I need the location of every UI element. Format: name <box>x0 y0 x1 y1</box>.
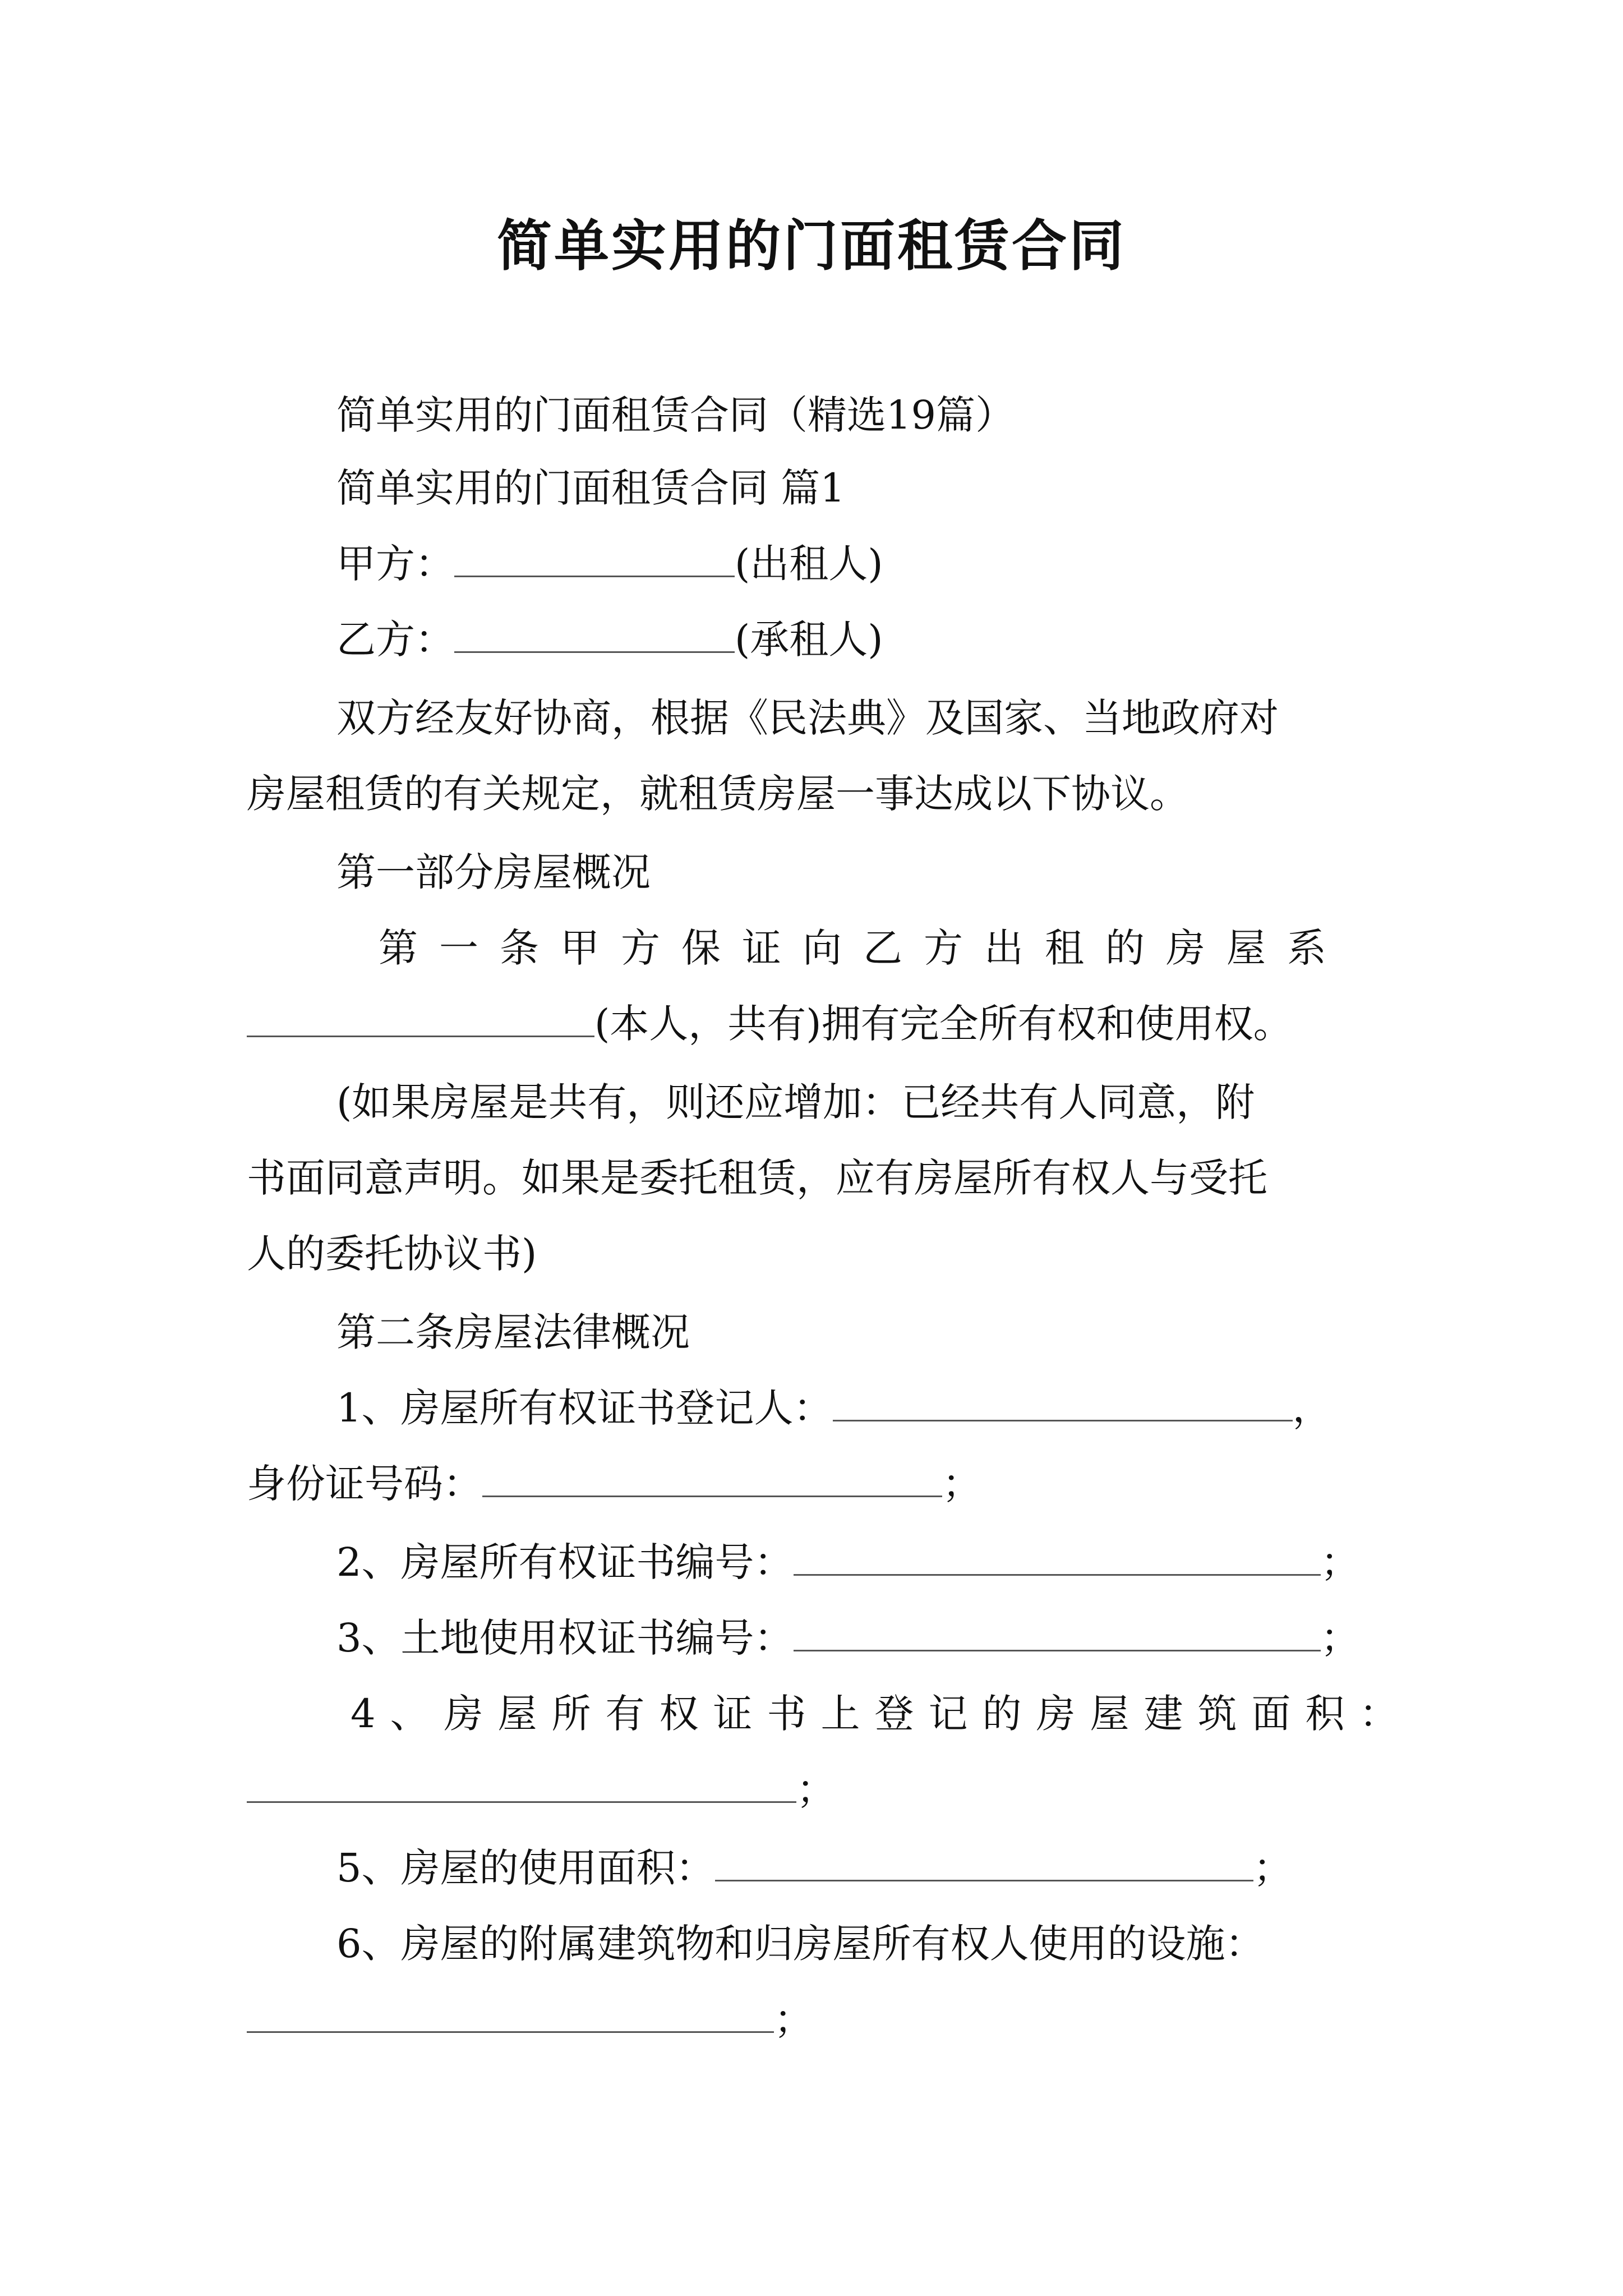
part-heading: 简单实用的门面租赁合同 篇1 <box>336 465 845 511</box>
party-b-line <box>336 611 883 668</box>
item-3-semicolon: ； <box>1320 1615 1360 1661</box>
item-3-blank <box>794 1615 1321 1651</box>
item-4-semicolon: ； <box>796 1766 836 1812</box>
item-3-line <box>336 1610 1360 1666</box>
article-1-line-1: 第一条甲方保证向乙方出租的房屋系 <box>379 925 1348 971</box>
id-number-blank <box>482 1461 942 1497</box>
subtitle-line: 简单实用的门面租赁合同（精选19篇） <box>336 392 1015 438</box>
item-6-blank <box>247 1996 774 2033</box>
intro-line-1: 双方经友好协商，根据《民法典》及国家、当地政府对 <box>336 695 1279 741</box>
item-3-label: 3、土地使用权证书编号： <box>336 1615 794 1661</box>
party-b-label: 乙方： <box>336 616 454 662</box>
item-4-line-1: 4、房屋所有权证书上登记的房屋建筑面积： <box>351 1691 1413 1737</box>
item-1-line-2 <box>247 1456 981 1512</box>
party-a-label: 甲方： <box>336 541 454 587</box>
item-1-blank <box>833 1385 1293 1421</box>
item-2-line <box>336 1534 1360 1590</box>
party-b-role: (承租人) <box>735 616 883 662</box>
article-1-blank <box>247 1001 594 1037</box>
id-number-label: 身份证号码： <box>247 1461 482 1507</box>
item-6-line-2 <box>247 1991 813 2047</box>
item-2-semicolon: ； <box>1320 1539 1360 1585</box>
item-1-comma: ， <box>1292 1385 1332 1431</box>
item-6-line-1: 6、房屋的附属建筑物和归房屋所有权人使用的设施： <box>336 1921 1265 1967</box>
item-1-label: 1、房屋所有权证书登记人： <box>336 1385 833 1431</box>
item-5-semicolon: ； <box>1253 1845 1293 1891</box>
item-2-label: 2、房屋所有权证书编号： <box>336 1539 794 1585</box>
article-1-line-2 <box>247 996 1293 1052</box>
party-a-line <box>336 536 883 592</box>
item-2-blank <box>794 1539 1321 1576</box>
note-line-1: (如果房屋是共有，则还应增加：已经共有人同意，附 <box>336 1079 1255 1125</box>
section-1-heading: 第一部分房屋概况 <box>336 849 651 895</box>
item-1-line-1 <box>336 1380 1332 1436</box>
item-6-semicolon: ； <box>774 1996 813 2042</box>
party-a-role: (出租人) <box>735 541 883 587</box>
article-2-heading: 第二条房屋法律概况 <box>336 1309 690 1355</box>
intro-line-2: 房屋租赁的有关规定，就租赁房屋一事达成以下协议。 <box>247 771 1189 817</box>
party-b-blank <box>454 616 735 653</box>
item-5-blank <box>715 1845 1253 1881</box>
item-5-line <box>336 1840 1293 1896</box>
item-4-line-2 <box>247 1761 836 1818</box>
note-line-2: 书面同意声明。如果是委托租赁，应有房屋所有权人与受托 <box>247 1155 1267 1201</box>
document-title: 简单实用的门面租赁合同 <box>496 214 1126 278</box>
item-5-label: 5、房屋的使用面积： <box>336 1845 715 1891</box>
party-a-blank <box>454 541 735 577</box>
item-4-blank <box>247 1766 796 1803</box>
note-line-3: 人的委托协议书) <box>247 1231 537 1277</box>
article-1-text: (本人，共有)拥有完全所有权和使用权。 <box>594 1001 1293 1047</box>
id-number-semicolon: ； <box>942 1461 981 1507</box>
